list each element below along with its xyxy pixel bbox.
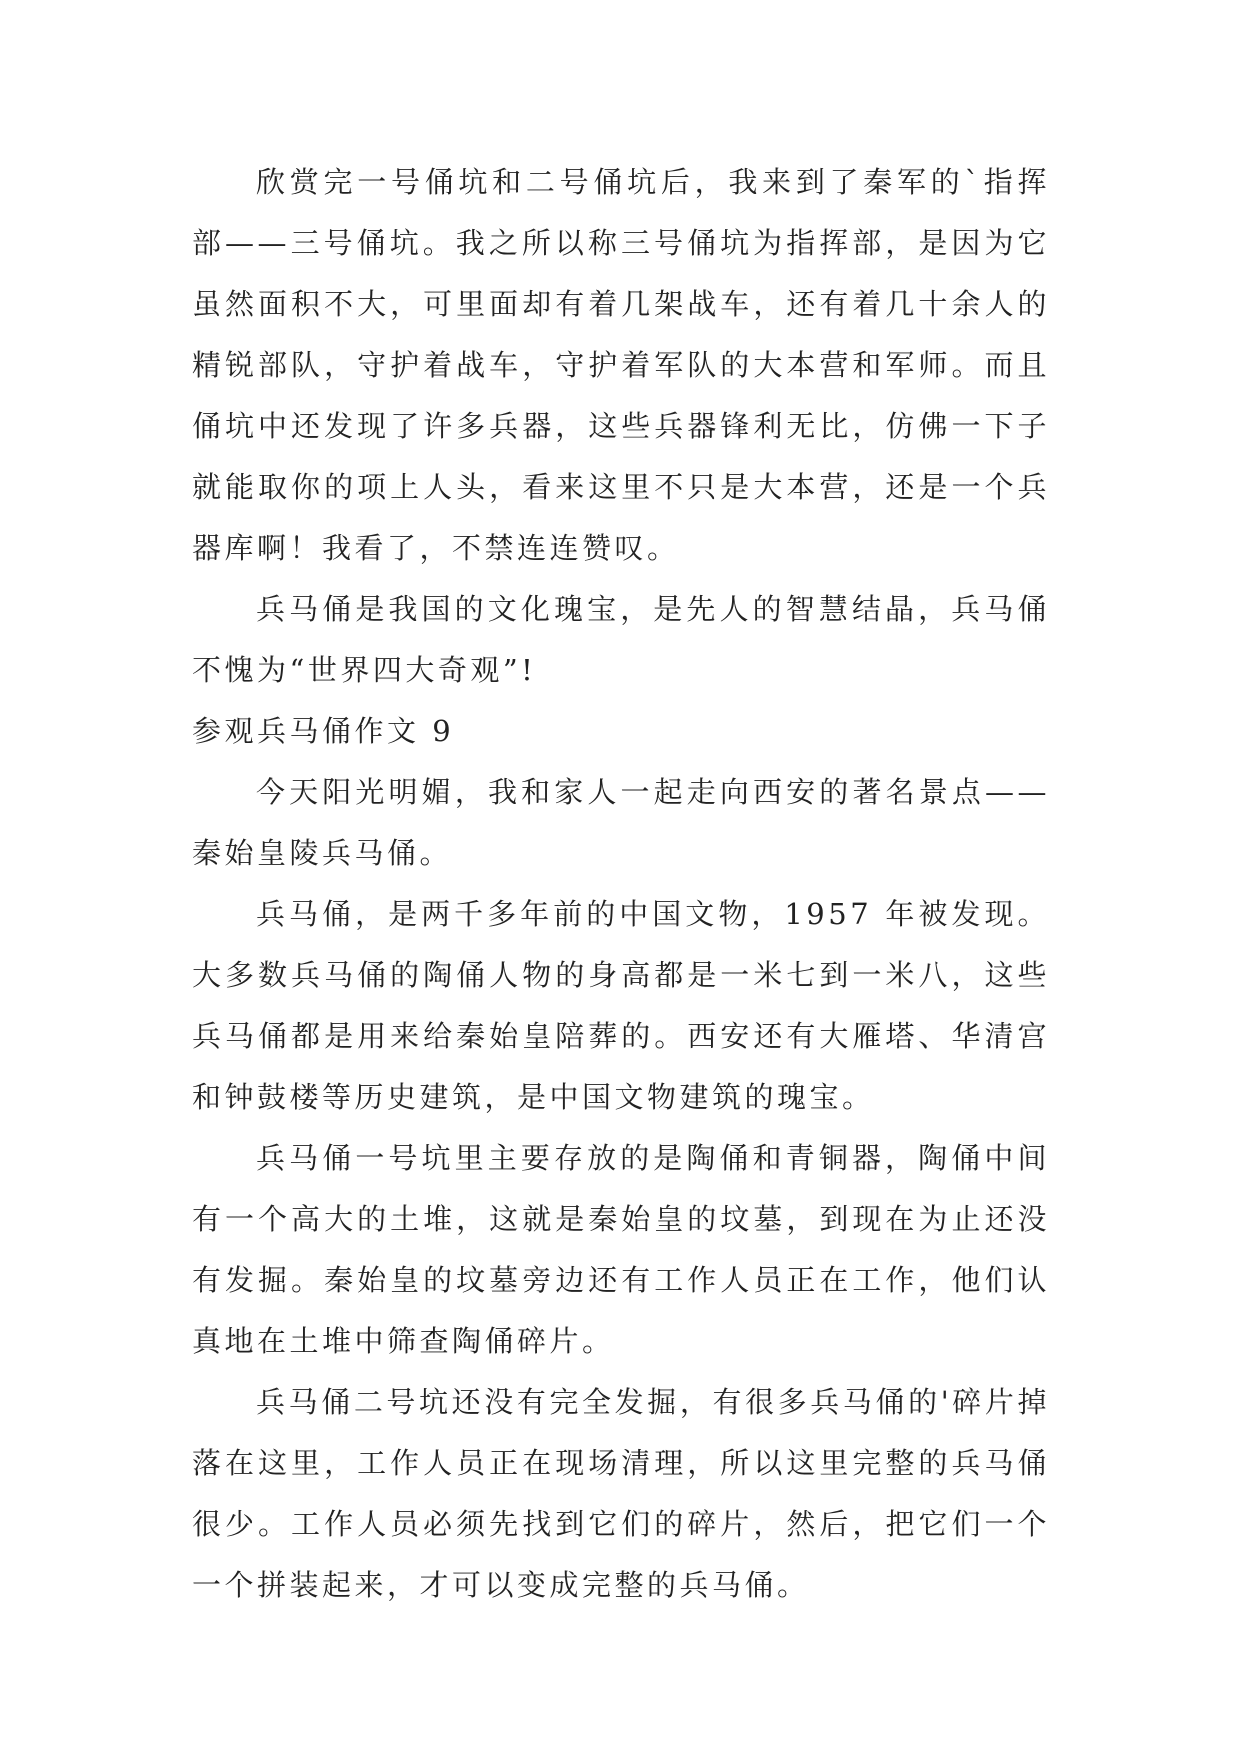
paragraph: 兵马俑，是两千多年前的中国文物，1957 年被发现。大多数兵马俑的陶俑人物的身高都是一米七到一米八，这些兵马俑都是用来给秦始皇陪葬的。西安还有大雁塔、华清宫和钟鼓楼等历史建筑，是中国文物建筑的瑰宝。	[192, 897, 1050, 1114]
paragraph: 今天阳光明媚，我和家人一起走向西安的著名景点——秦始皇陵兵马俑。	[192, 775, 1050, 870]
paragraph: 欣赏完一号俑坑和二号俑坑后，我来到了秦军的`指挥部——三号俑坑。我之所以称三号俑坑为指挥部，是因为它虽然面积不大，可里面却有着几架战车，还有着几十余人的精锐部队，守护着战车，守护着军队的大本营和军师。而且俑坑中还发现了许多兵器，这些兵器锋利无比，仿佛一下子就能取你的项上人头，看来这里不只是大本营，还是一个兵器库啊！我看了，不禁连连赞叹。	[192, 165, 1050, 565]
section-heading: 参观兵马俑作文 9	[192, 714, 455, 748]
paragraph: 兵马俑是我国的文化瑰宝，是先人的智慧结晶，兵马俑不愧为“世界四大奇观”!	[192, 592, 1050, 687]
paragraph: 兵马俑一号坑里主要存放的是陶俑和青铜器，陶俑中间有一个高大的土堆，这就是秦始皇的坟墓，到现在为止还没有发掘。秦始皇的坟墓旁边还有工作人员正在工作，他们认真地在土堆中筛查陶俑碎片。	[192, 1141, 1050, 1358]
paragraph: 兵马俑二号坑还没有完全发掘，有很多兵马俑的'碎片掉落在这里，工作人员正在现场清理，所以这里完整的兵马俑很少。工作人员必须先找到它们的碎片，然后，把它们一个一个拼装起来，才可以变成完整的兵马俑。	[192, 1385, 1050, 1602]
document-body	[192, 152, 1050, 1616]
